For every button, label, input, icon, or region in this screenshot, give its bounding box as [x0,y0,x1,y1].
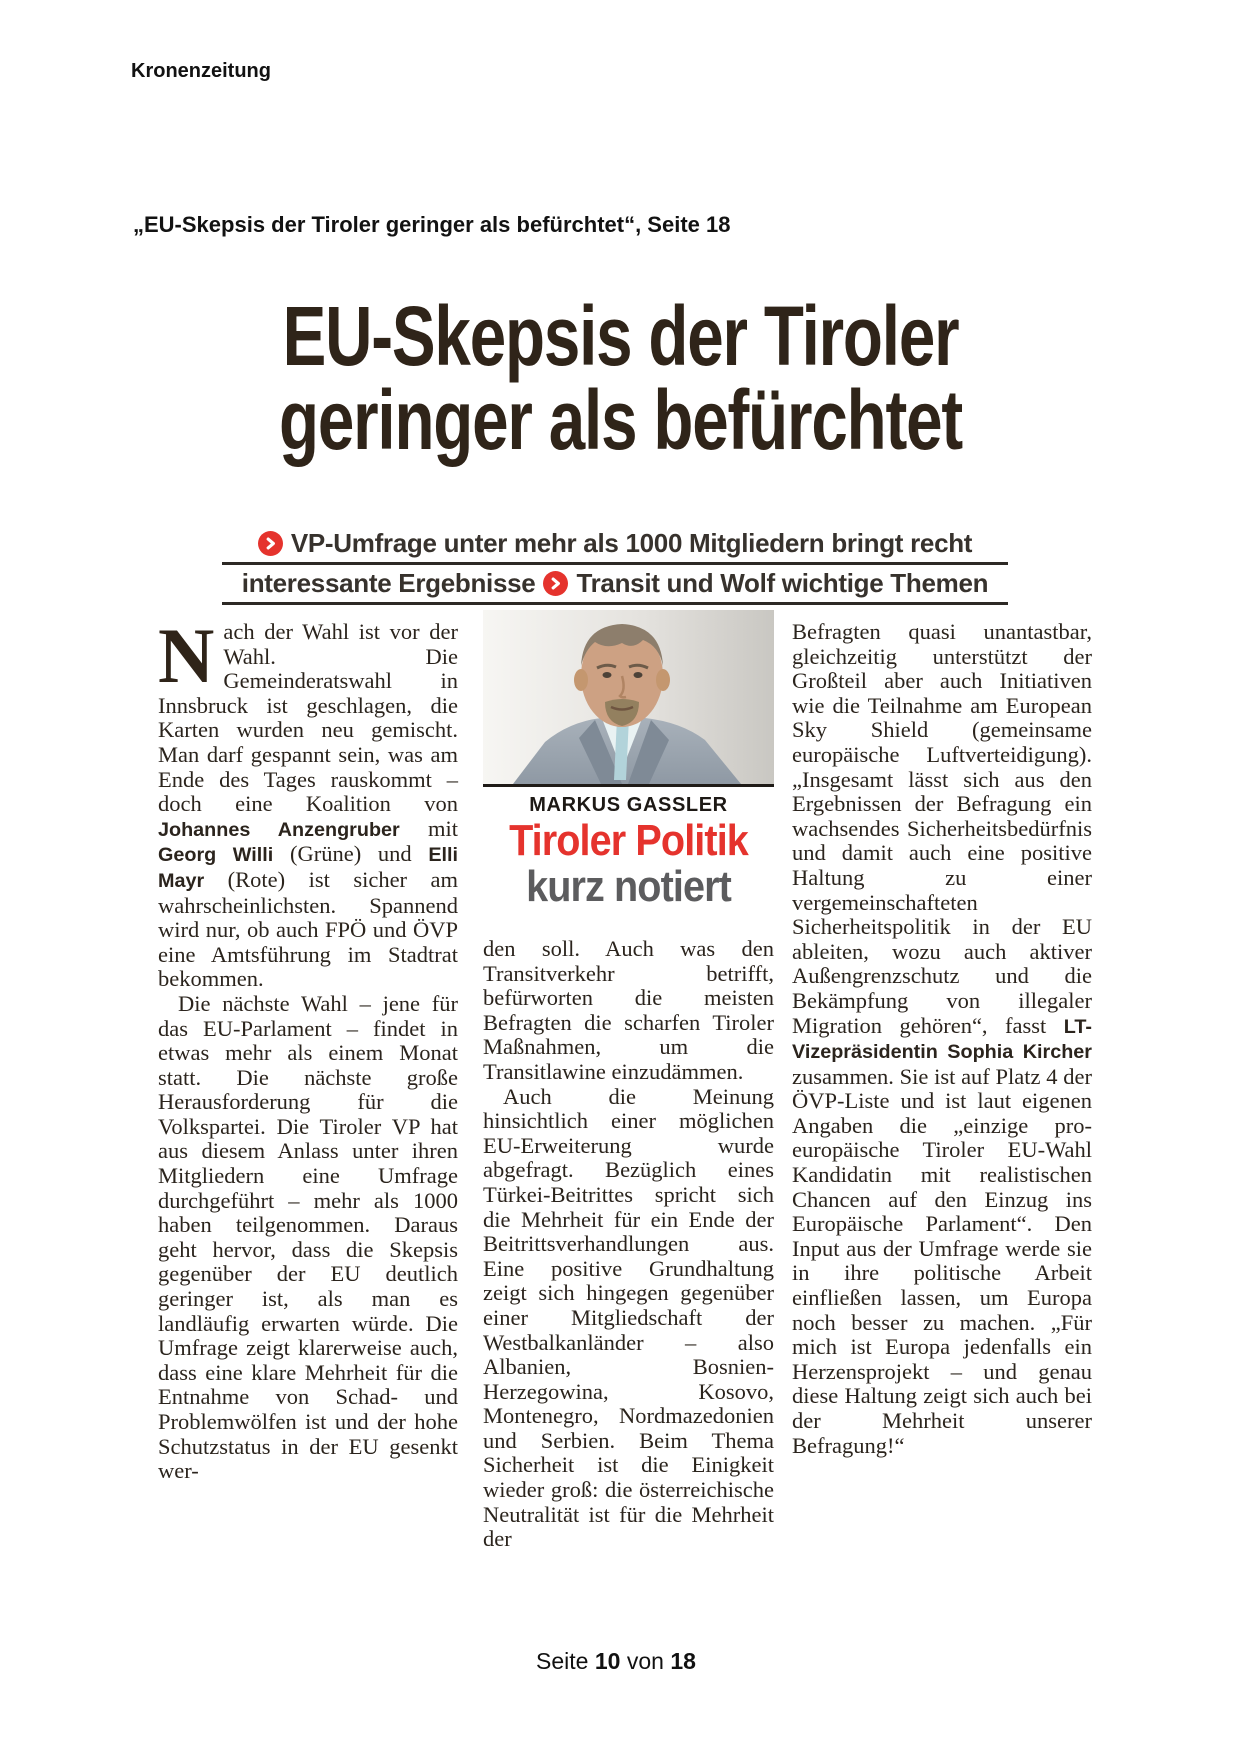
footer-page-label: Seite [536,1648,589,1674]
paragraph: den soll. Auch was den Transitverkehr betrifft, befürworten die meisten Befragten die scharfen Tiroler Maßnahmen, um die Transitlawine einzudämmen. [483,936,774,1084]
headline-line2: geringer als befürchtet [278,373,963,467]
chevron-right-circle-icon [258,531,283,556]
article-column-middle [483,610,774,1552]
chevron-right-circle-icon [543,571,568,596]
article-column-left [158,612,458,1484]
photo-caption: MARKUS GASSLER [529,794,728,816]
footer-total-pages: 18 [670,1648,696,1674]
kicker-line1: Tiroler Politik [509,816,748,865]
page-footer [0,1648,1232,1675]
subhead-line1-text: VP-Umfrage unter mehr als 1000 Mitgliedern bringt recht [290,528,973,558]
subhead-line1 [222,527,1008,560]
subhead-line2-text-after: Transit und Wolf wichtige Themen [576,568,989,598]
reference-line: „EU-Skepsis der Tiroler geringer als befürchtet“, Seite 18 [133,212,731,237]
portrait-photo [483,610,774,784]
paragraph: Auch die Meinung hinsichtlich einer möglichen EU-Erweiterung wurde abgefragt. Bezüglich eines Türkei-Beitrittes spricht sich die Mehrheit für ein Ende der Beitrittsverhandlungen aus. Eine positive Grundhaltung zeigt sich hingegen gegenüber einer Mitgliedschaft der Westbalkanländer – also Albanien, Bosnien-Herzegowina, Kosovo, Montenegro, Nordmazedonien und Serbien. Beim Thema Sicherheit ist die Einigkeit wieder groß: die österreichische Neutralität ist für die Mehrheit der [483,1083,774,1552]
paragraph [158,612,458,992]
section-kicker [483,818,774,910]
subhead-rule-2 [222,602,1008,605]
article-subhead [222,527,1008,607]
paragraph-text: ach der Wahl ist vor der Wahl. Die Gemeinderatswahl in Innsbruck ist geschlagen, die Karten wurden neu gemischt. Man darf gespannt sein, was am Ende des Tages rauskommt – doch eine Koalition von Johannes Anzengruber mit Georg Willi (Grüne) und Elli Mayr (Rote) ist sicher am wahrscheinlichsten. Spannend wird nur, ob auch FPÖ und ÖVP eine Amtsführung im Stadtrat bekommen. [158,619,458,992]
subhead-line2-text-before: interessante Ergebnisse [241,568,536,598]
headline-line1: EU-Skepsis der Tiroler [282,289,959,383]
article-headline [0,289,1241,467]
paragraph: Befragten quasi unantastbar, gleichzeitig unterstützt der Großteil aber auch Initiativen wie die Teilnahme am European Sky Shield (gemeinsame europäische Luftverteidigung). „Insgesamt lässt sich aus den Ergebnissen der Befragung ein wachsendes Sicherheitsbedürfnis und damit auch eine positive Haltung zu einer vergemeinschafteten Sicherheitspolitik in der EU ableiten, wozu auch aktiver Außengrenzschutz und die Bekämpfung von illegaler Migration gehören“, fasst LT-Vizepräsidentin Sophia Kircher zusammen. Sie ist auf Platz 4 der ÖVP-Liste und ist laut eigenen Angaben die „einzige pro-europäische Tiroler EU-Wahl Kandidatin mit realistischen Chancen auf den Einzug ins Europäische Parlament“. Den Input aus der Umfrage werde sie in ihre politische Arbeit einfließen lassen, um Europa noch besser zu machen. „Für mich ist Europa jedenfalls ein Herzensprojekt – und genau diese Haltung zeigt sich auch bei der Mehrheit unserer Befragung!“ [792,619,1092,1458]
kicker-line2: kurz notiert [526,862,731,911]
footer-page-number: 10 [594,1648,621,1674]
dropcap-letter: N [158,612,215,699]
footer-of-label: von [626,1648,664,1674]
portrait-photo-illustration [483,610,774,784]
photo-divider-rule [483,784,774,787]
subhead-line2 [222,567,1008,600]
paragraph: Die nächste Wahl – jene für das EU-Parlament – findet in etwas mehr als einem Monat statt. Die nächste große Herausforderung für die Volkspartei. Die Tiroler VP hat aus diesem Anlass unter ihren Mitgliedern eine Umfrage durchgeführt – mehr als 1000 haben teilgenommen. Daraus geht hervor, dass die Skepsis gegenüber der EU deutlich geringer ist, als man es landläufig erwarten würde. Die Umfrage zeigt klarerweise auch, dass eine klare Mehrheit für die Entnahme von Schad- und Problemwölfen ist und der hohe Schutzstatus in der EU gesenkt wer- [158,990,458,1484]
article-column-right [792,620,1092,1458]
subhead-rule-1 [222,562,1008,565]
masthead-source-label: Kronenzeitung [131,60,271,82]
